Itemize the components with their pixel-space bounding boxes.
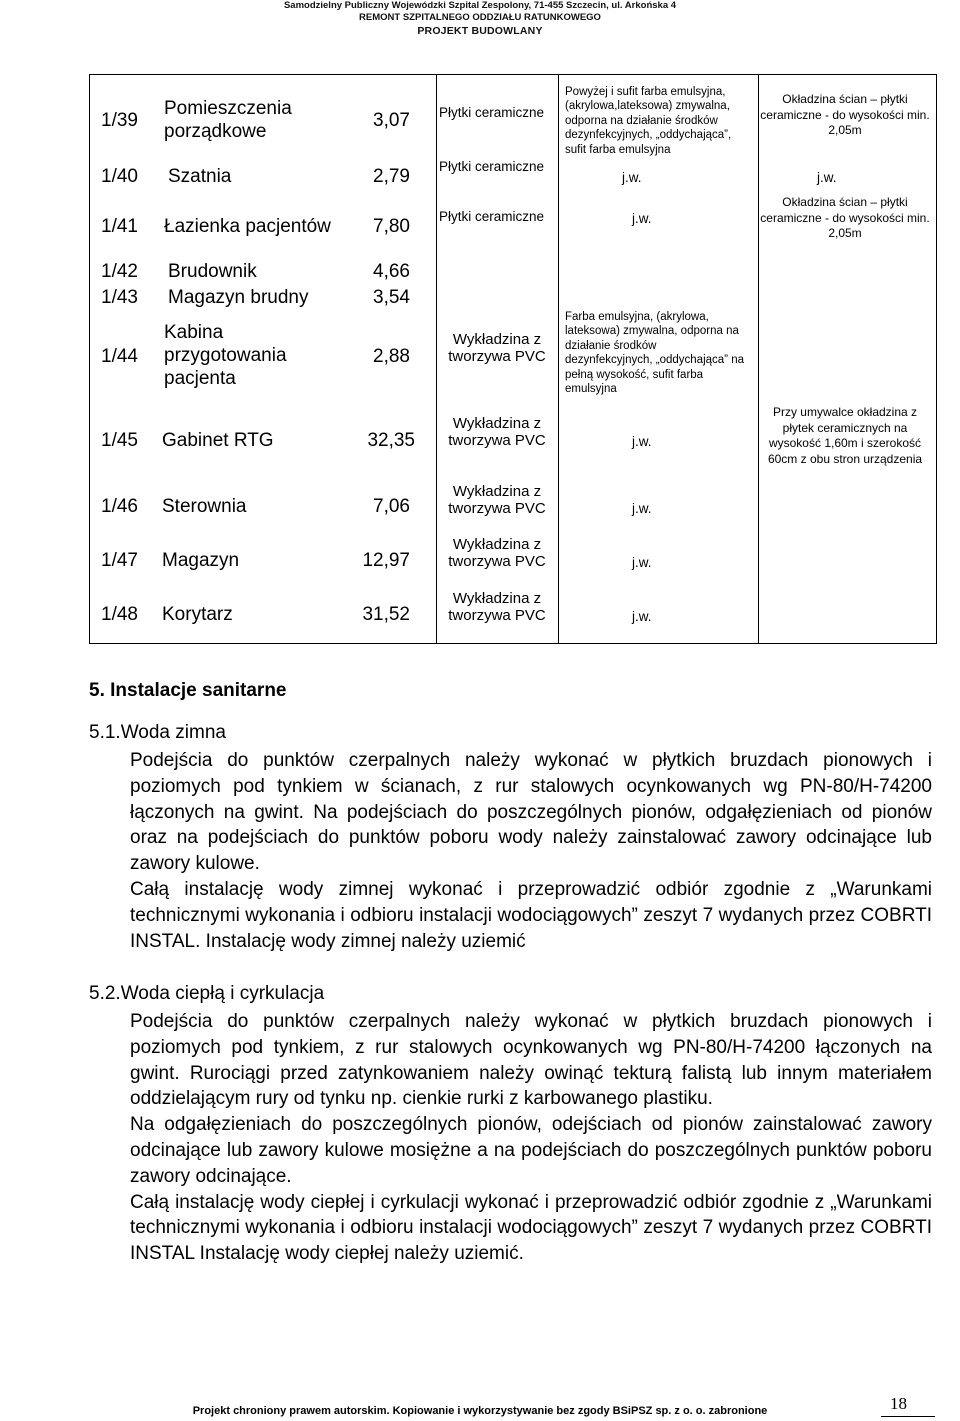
floor-finish: Wykładzina z tworzywa PVC [448,590,546,625]
room-number: 1/42 [101,261,138,282]
wall-finish: j.w. [632,501,652,516]
floor-finish: Płytki ceramiczne [439,105,545,120]
room-number: 1/39 [101,110,138,131]
footer-copyright: Projekt chroniony prawem autorskim. Kopiowanie i wykorzystywanie bez zgody BSiPSZ sp. z o. o. zabronione [192,1405,768,1417]
floor-finish: Wykładzina z tworzywa PVC [448,331,546,366]
floor-finish: Wykładzina z tworzywa PVC [448,415,546,450]
subsection-number: 5.1. [89,722,121,743]
room-number: 1/44 [101,346,138,367]
room-finish-table [89,74,937,644]
column-divider [558,75,559,643]
wall-finish: j.w. [632,555,652,570]
room-area: 12,97 [362,550,410,571]
page-number: 18 [890,1394,907,1413]
room-number: 1/41 [101,216,138,237]
wall-finish: j.w. [622,170,642,185]
wall-finish: j.w. [632,211,652,226]
column-divider [436,75,437,643]
floor-finish: Wykładzina z tworzywa PVC [448,536,546,571]
wall-finish: j.w. [632,434,652,449]
subsection-title: Woda ciepłą i cyrkulacja [120,983,325,1004]
room-number: 1/47 [101,550,138,571]
room-area: 3,07 [373,110,410,131]
floor-finish: Płytki ceramiczne [439,209,545,224]
paragraph: Całą instalację wody zimnej wykonać i przeprowadzić odbiór zgodnie z „Warunkami technicznymi wykonania i odbioru instalacji wodociągowych” zeszyt 7 wydanych przez COBRTI INSTAL. Instalację wody zimnej należy uziemić [130,878,932,952]
subsection-heading [89,983,324,1005]
room-number: 1/43 [101,287,138,308]
floor-finish: Wykładzina z tworzywa PVC [448,483,546,518]
room-notes: Okładzina ścian – płytki ceramiczne - do wysokości min. 2,05m [760,92,930,138]
paragraph: Podejścia do punktów czerpalnych należy wykonać w płytkich bruzdach pionowych i poziomych pod tynkiem, z rur stalowych ocynkowanych wg PN-80/H-74200 łączonych na gwint. Rurociągi przed zatynkowaniem należy owinąć tekturą falistą lub innym materiałem oddzielającym rury od tynku np. cienkie rurki z karbowanego plastiku. [130,1011,932,1110]
wall-finish: j.w. [632,609,652,624]
room-name: Szatnia [168,166,232,187]
room-area: 7,06 [373,496,410,517]
header-line-1: Samodzielny Publiczny Wojewódzki Szpital Zespolony, 71-455 Szczecin, ul. Arkońska 4 [283,0,677,11]
room-number: 1/45 [101,430,138,451]
room-area: 7,80 [373,216,410,237]
room-name: Korytarz [162,604,233,625]
room-name: Pomieszczenia porządkowe [164,98,292,142]
subsection-title: Woda zimna [120,722,226,743]
floor-finish: Płytki ceramiczne [439,159,545,174]
subsection-number: 5.2. [89,983,121,1004]
header-line-2: REMONT SZPITALNEGO ODDZIAŁU RATUNKOWEGO [359,12,601,23]
room-number: 1/40 [101,166,138,187]
room-area: 31,52 [362,604,410,625]
room-notes: Okładzina ścian – płytki ceramiczne - do wysokości min. 2,05m [760,195,930,241]
page-number-underline [881,1416,935,1417]
paragraph: Podejścia do punktów czerpalnych należy wykonać w płytkich bruzdach pionowych i poziomych pod tynkiem w ścianach, z rur stalowych ocynkowanych wg PN-80/H-74200 łączonych na gwint. Na podejściach do poszczególnych pionów, odgałęzieniach od pionów oraz na podejściach do punktów poboru wody należy zainstalować zawory odcinające lub zawory kulowe. [130,750,932,875]
room-area: 3,54 [373,287,410,308]
room-name: Kabina przygotowania pacjenta [164,322,287,389]
subsection-body [130,748,932,954]
room-name: Brudownik [168,261,257,282]
room-name: Magazyn brudny [168,287,309,308]
room-notes: j.w. [817,170,837,185]
wall-finish: Farba emulsyjna, (akrylowa, lateksowa) zmywalna, odporna na działanie środków dezynfekcyjnych, „oddychająca” na pełną wysokość, sufit farba emulsyjna [565,311,744,395]
column-divider [758,75,759,643]
room-area: 32,35 [367,430,415,451]
wall-finish: Powyżej i sufit farba emulsyjna, (akrylowa,lateksowa) zmywalna, odporna na działanie środków dezynfekcyjnych, „oddychająca”, sufit farba emulsyjna [565,86,732,156]
room-number: 1/46 [101,496,138,517]
section-title: 5. Instalacje sanitarne [89,680,287,701]
subsection-heading [89,722,226,744]
room-name: Sterownia [162,496,247,517]
room-name: Łazienka pacjentów [164,216,331,237]
room-notes: Przy umywalce okładzina z płytek ceramicznych na wysokość 1,60m i szerokość 60cm z obu stron urządzenia [767,405,923,466]
room-name: Magazyn [162,550,240,571]
room-number: 1/48 [101,604,138,625]
room-name: Gabinet RTG [162,430,274,451]
subsection-body [130,1009,932,1267]
header-line-3: PROJEKT BUDOWLANY [417,25,543,37]
room-area: 2,88 [373,346,410,367]
room-area: 2,79 [373,166,410,187]
paragraph: Na odgałęzieniach do poszczególnych pionów, odejściach od pionów zainstalować zawory odcinające lub zawory kulowe mosiężne a na podejściach do poszczególnych punktów poboru zawory odcinające. [130,1114,932,1187]
room-area: 4,66 [373,261,410,282]
paragraph: Całą instalację wody ciepłej i cyrkulacji wykonać i przeprowadzić odbiór zgodnie z „Warunkami technicznymi wykonania i odbioru instalacji wodociągowych” zeszyt 7 wydanych przez COBRTI INSTAL Instalację wody ciepłej należy uziemić. [130,1191,932,1265]
